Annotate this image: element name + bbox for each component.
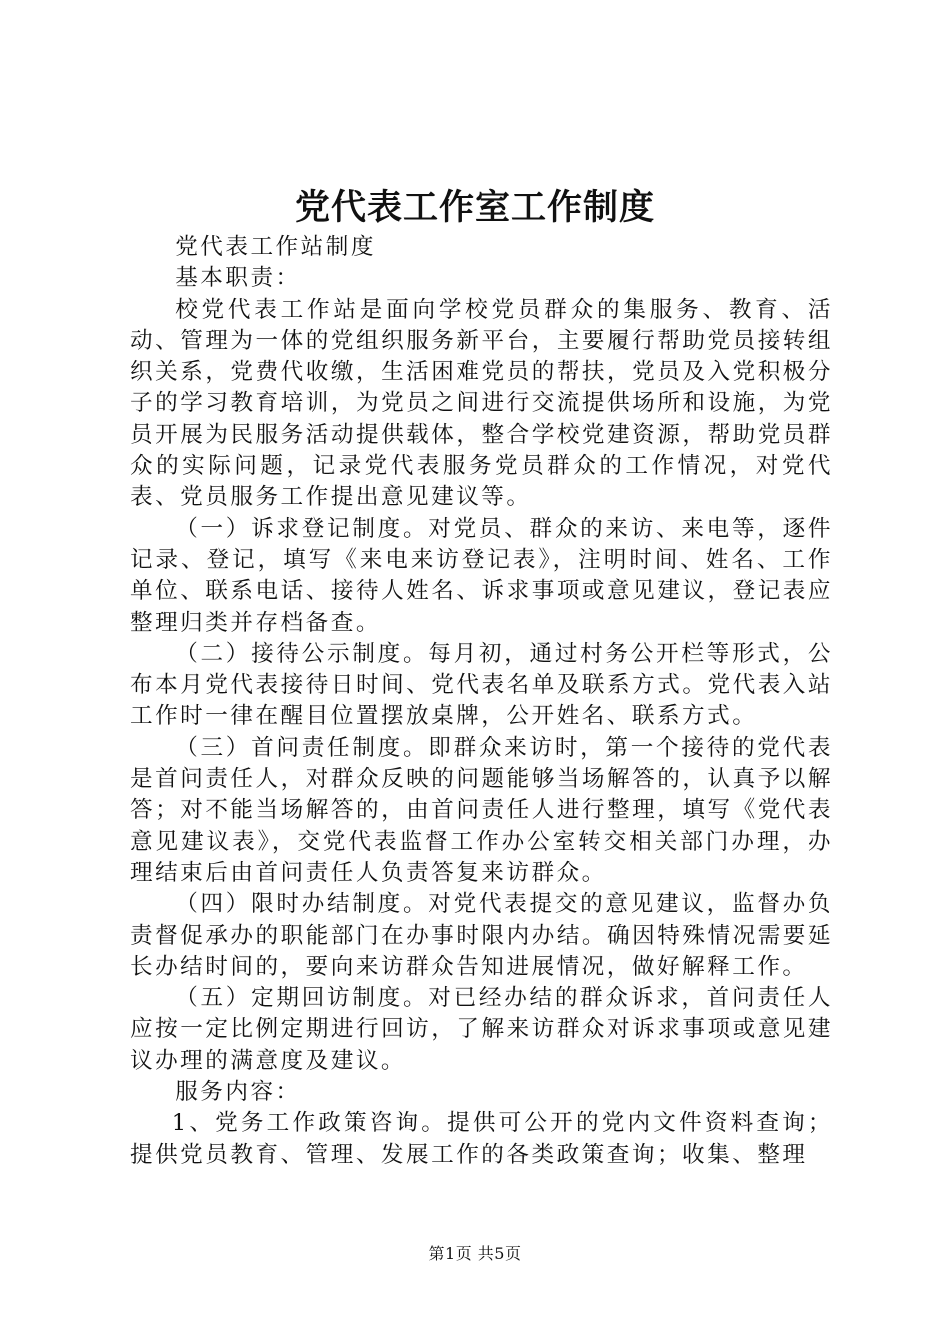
- document-title: 党代表工作室工作制度: [294, 187, 655, 228]
- paragraph-service-heading: 服务内容：: [175, 1079, 301, 1106]
- paragraph-rule-4: （四）限时办结制度。对党代表提交的意见建议，监督办负责督促承办的职能部门在办事时限内办结。确因特殊情况需要延长办结时间的，要向来访群众告知进展情况，做好解释工作。: [130, 891, 833, 980]
- paragraph-basic-duties-heading: 基本职责：: [175, 265, 301, 292]
- page-footer: [0, 1243, 950, 1265]
- document-body: [130, 232, 833, 1171]
- paragraph-rule-2: （二）接待公示制度。每月初，通过村务公开栏等形式，公布本月党代表接待日时间、党代表名单及联系方式。党代表入站工作时一律在醒目位置摆放桌牌，公开姓名、联系方式。: [130, 640, 833, 730]
- paragraph-rule-3: （三）首问责任制度。即群众来访时，第一个接待的党代表是首问责任人，对群众反映的问题能够当场解答的，认真予以解答；对不能当场解答的，由首问责任人进行整理，填写《党代表意见建议表》，交党代表监督工作办公室转交相关部门办理，办理结束后由首问责任人负责答复来访群众。: [130, 734, 833, 886]
- paragraph-rule-5: （五）定期回访制度。对已经办结的群众诉求，首问责任人应按一定比例定期进行回访，了解来访群众对诉求事项或意见建议办理的满意度及建议。: [130, 985, 833, 1074]
- paragraph-service-item-1: 1、党务工作政策咨询。提供可公开的党内文件资料查询；提供党员教育、管理、发展工作的各类政策查询；收集、整理: [130, 1110, 833, 1168]
- paragraph-subtitle: 党代表工作站制度: [175, 234, 376, 260]
- paragraph-basic-duties: 校党代表工作站是面向学校党员群众的集服务、教育、活动、管理为一体的党组织服务新平台，主要履行帮助党员接转组织关系，党费代收缴，生活困难党员的帮扶，党员及入党积极分子的学习教育培训，为党员之间进行交流提供场所和设施，为党员开展为民服务活动提供载体，整合学校党建资源，帮助党员群众的实际问题，记录党代表服务党员群众的工作情况，对党代表、党员服务工作提出意见建议等。: [130, 296, 833, 511]
- page-number-label: 第1页 共5页: [428, 1244, 522, 1263]
- paragraph-rule-1: （一）诉求登记制度。对党员、群众的来访、来电等，逐件记录、登记，填写《来电来访登记表》，注明时间、姓名、工作单位、联系电话、接待人姓名、诉求事项或意见建议，登记表应整理归类并存档备查。: [130, 515, 833, 636]
